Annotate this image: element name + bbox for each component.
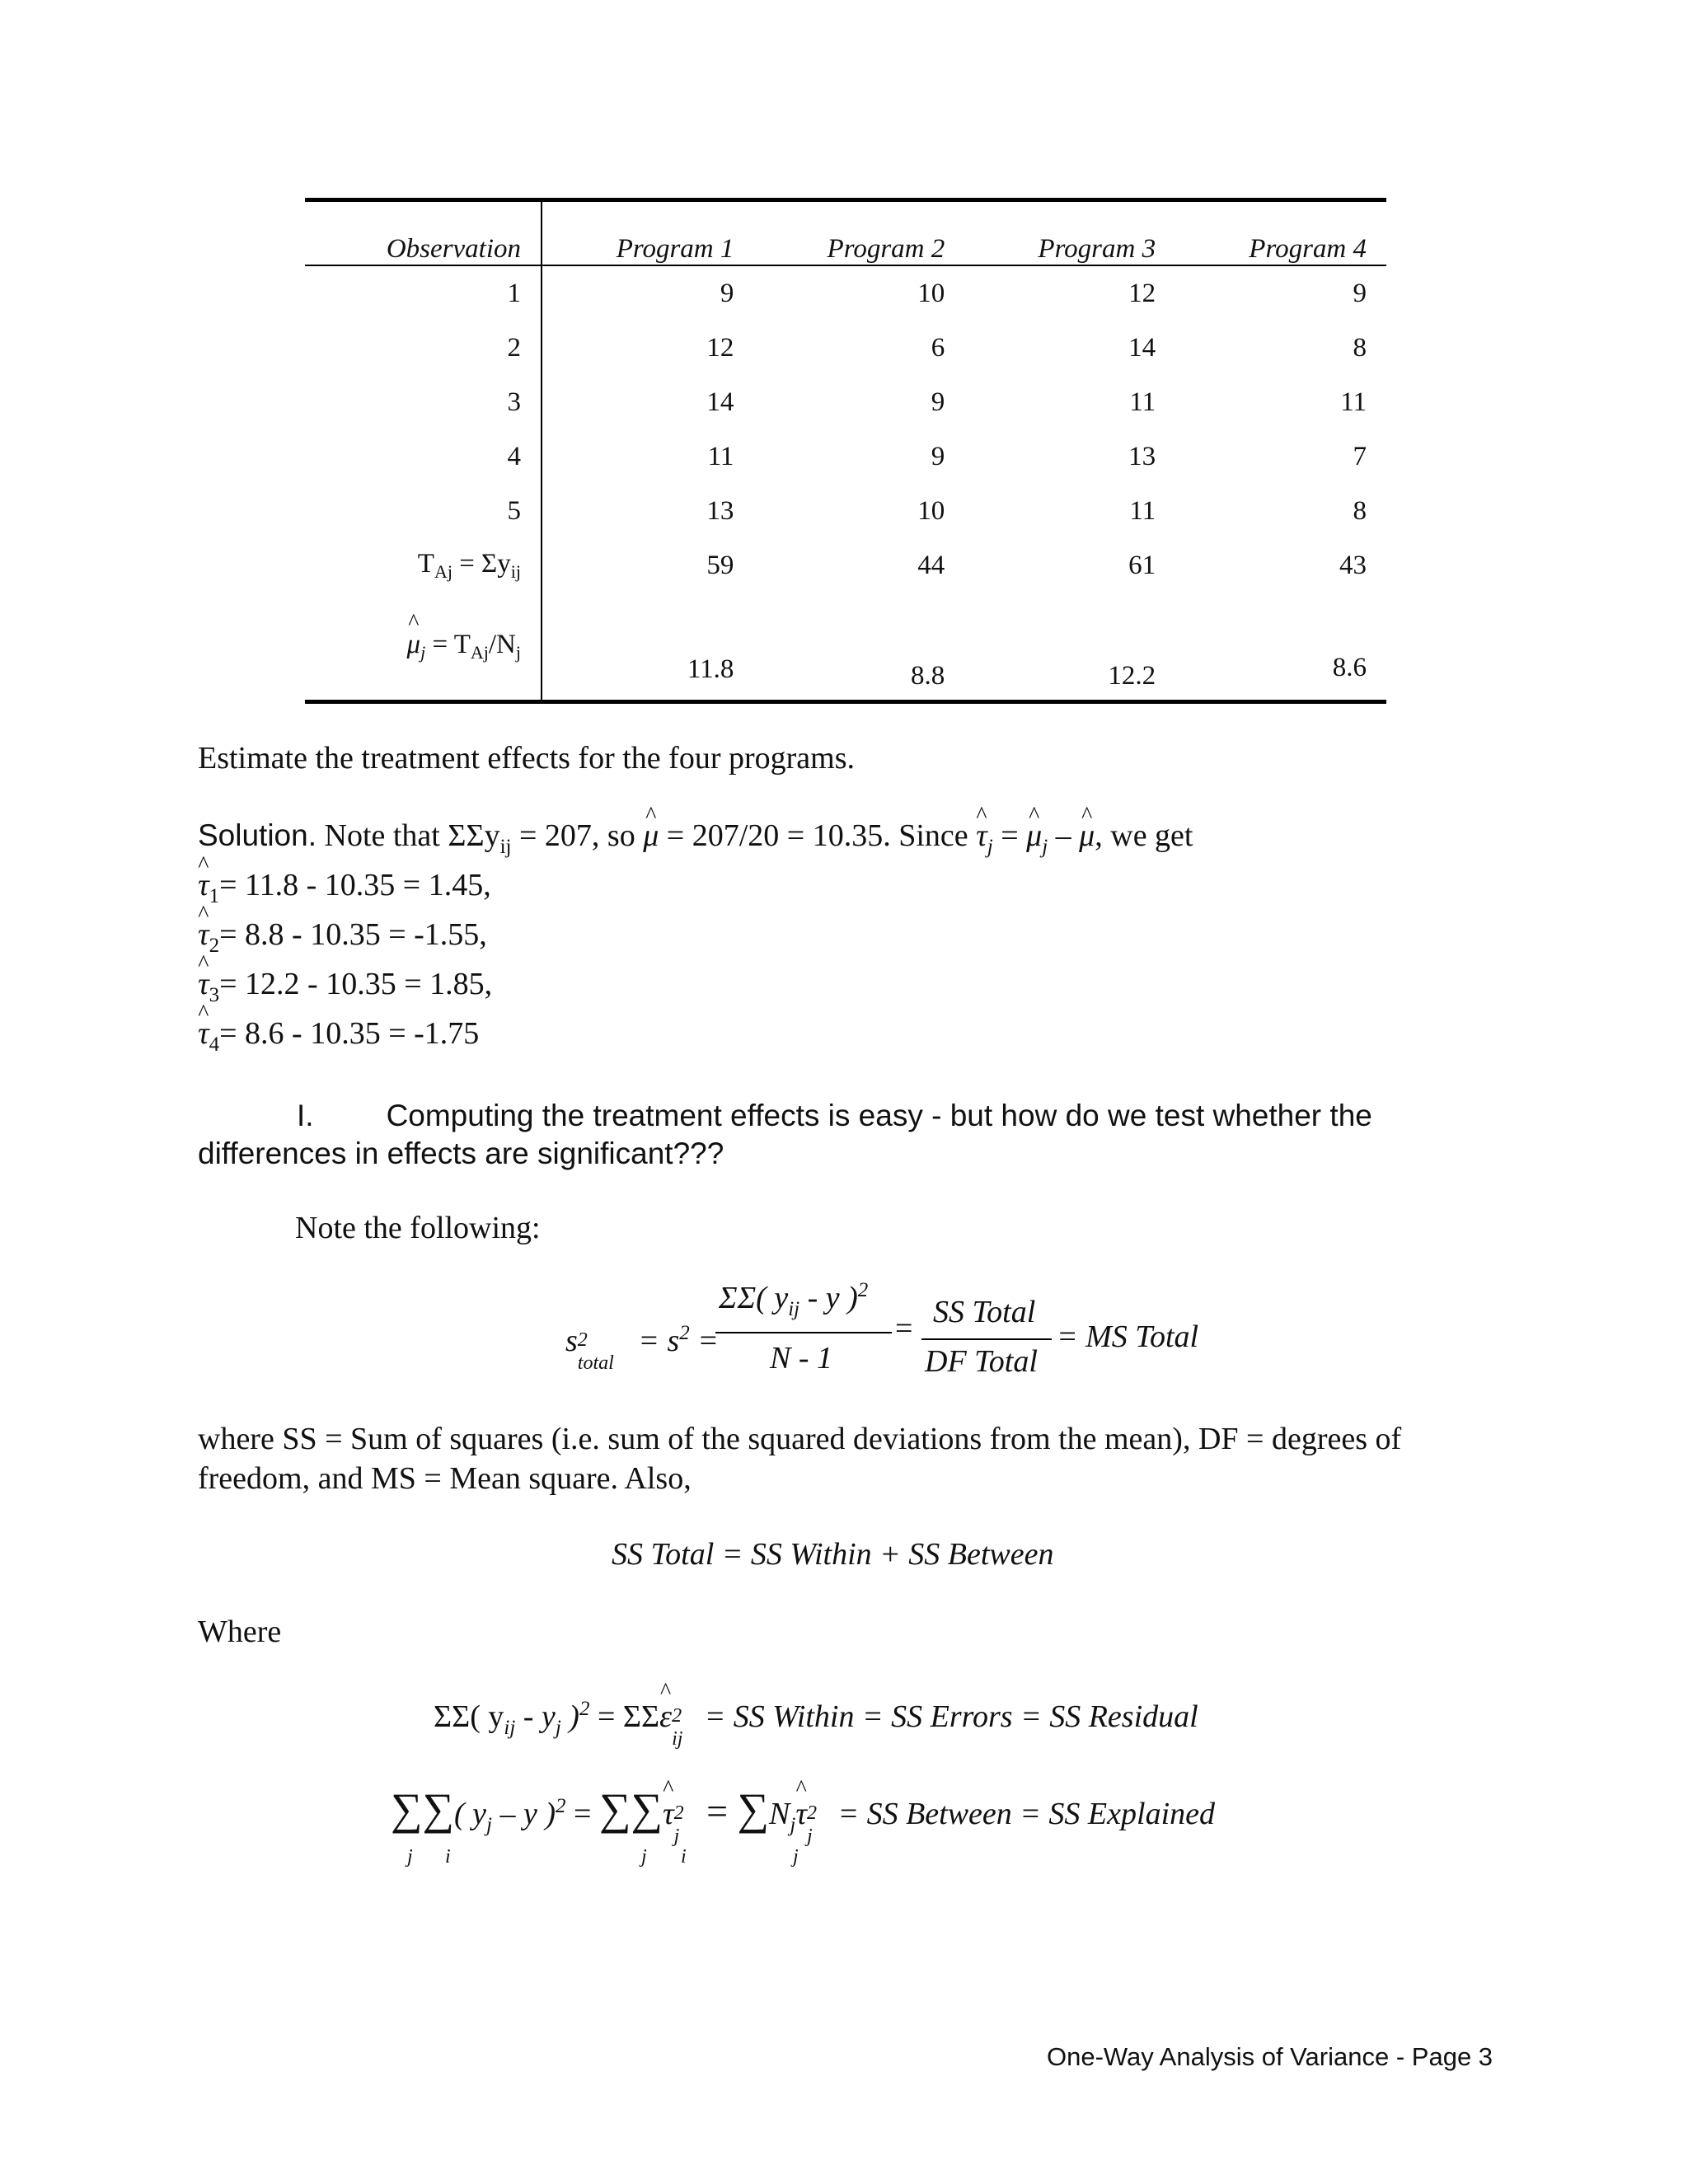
table-cell: 10 — [917, 278, 945, 308]
formula-ms-total: = MS Total — [1057, 1319, 1199, 1354]
summation-index: i — [681, 1846, 687, 1868]
formula-df-total: DF Total — [925, 1344, 1038, 1379]
table-row — [305, 429, 1386, 484]
formula-ss-total: SS Total — [933, 1295, 1036, 1329]
table-cell: 8 — [1353, 332, 1367, 363]
table-cell: 11 — [1129, 387, 1156, 417]
total-cell: 59 — [706, 550, 734, 580]
formula-ss-between: ∑∑( $y_j$ – y )$^2$ = ∑∑^ τ 2 j = $\sum N_j\^{}$ τ 2 j = SS Between = SS Explained — [391, 1783, 1215, 1837]
total-cell: 43 — [1339, 550, 1367, 580]
table-cell: 6 — [931, 332, 945, 363]
table-cell: 13 — [1128, 441, 1156, 471]
table-cell: 12 — [706, 332, 734, 363]
formula-denominator: N - 1 — [770, 1341, 832, 1376]
table-cell: 14 — [706, 387, 734, 417]
means-row — [305, 593, 1386, 700]
tau-line-3: ^ $\tau_3= 12.2 - 10.35 = 1.85$, — [198, 964, 492, 1015]
where-label: Where — [198, 1615, 282, 1649]
mean-cell: 11.8 — [687, 654, 734, 684]
fraction-bar — [921, 1338, 1052, 1340]
observation-table — [305, 198, 1386, 704]
column-header: Program 1 — [542, 202, 753, 265]
table-header-row — [305, 202, 1386, 265]
table-cell: 7 — [1353, 441, 1367, 471]
table-cell: 11 — [707, 441, 734, 471]
page-footer: One-Way Analysis of Variance - Page 3 — [1047, 2042, 1493, 2071]
tau-line-4: ^ $\tau_4= 8.6 - 10.35 = -1.75$ — [198, 1014, 479, 1065]
mean-cell: 8.6 — [1332, 653, 1367, 682]
formula-ss-within: ΣΣ( $y_{ij} - y_j$ )$^2$ = ΣΣ^ ε 2 ij = SS Within = SS Errors = SS Residual — [434, 1698, 1198, 1740]
tau-line-1: ^ $\tau_1= 11.8 - 10.35 = 1.45$, — [198, 865, 491, 916]
section-number: I. — [297, 1099, 314, 1132]
total-cell: 61 — [1128, 550, 1156, 580]
definitions-line-1: where SS = Sum of squares (i.e. sum of the squared deviations from the mean), DF = degrees of — [198, 1422, 1402, 1456]
table-row — [305, 265, 1386, 321]
table-cell: 10 — [917, 495, 945, 526]
totals-label: $T_{Aj} = \Sigma y_{ij}$ — [305, 538, 542, 593]
tau-line-2: ^ $\tau_2= 8.8 - 10.35 = -1.55$, — [198, 915, 487, 966]
table-cell: 13 — [706, 495, 734, 526]
definitions-line-2: freedom, and MS = Mean square. Also, — [198, 1461, 692, 1496]
table-cell: 12 — [1128, 278, 1156, 308]
means-label: ^ $\mu_j = T_{Aj}/N_j$ — [305, 593, 542, 700]
table-cell: 1 — [305, 265, 542, 321]
column-header: Program 4 — [1175, 202, 1386, 265]
table-cell: 4 — [305, 429, 542, 484]
formula-variance-lhs: s 2 total = $s^2$ = — [565, 1322, 719, 1374]
table-cell: 3 — [305, 375, 542, 429]
table-cell: 11 — [1129, 495, 1156, 526]
formula-ss-decomposition: SS Total = SS Within + SS Between — [612, 1537, 1054, 1572]
table-cell: 14 — [1128, 332, 1156, 363]
note-text: Note the following: — [295, 1211, 541, 1245]
column-header: Observation — [305, 202, 542, 265]
table-row — [305, 375, 1386, 429]
table-cell: 11 — [1340, 387, 1367, 417]
question-text: Estimate the treatment effects for the four programs. — [198, 741, 855, 776]
table-cell: 9 — [931, 387, 945, 417]
column-header: Program 3 — [964, 202, 1175, 265]
section-heading-line-1: I. Computing the treatment effects is easy - but how do we test whether the — [297, 1099, 1372, 1132]
table-cell: 9 — [1353, 278, 1367, 308]
table-cell: 5 — [305, 484, 542, 538]
table-cell: 8 — [1353, 495, 1367, 526]
formula-numerator: ΣΣ( $y_{ij}$ - y )$^2$ — [719, 1279, 869, 1320]
table-cell: 2 — [305, 321, 542, 375]
formula-equals: = — [895, 1311, 913, 1346]
solution-label: Solution. — [198, 818, 316, 852]
mean-cell: 8.8 — [911, 661, 945, 691]
table-cell: 9 — [931, 441, 945, 471]
summation-index: i — [445, 1846, 451, 1868]
table-row — [305, 484, 1386, 538]
fraction-bar — [715, 1332, 892, 1333]
summation-index: j — [407, 1846, 413, 1868]
totals-row — [305, 538, 1386, 593]
solution-paragraph: Solution. Note that ΣΣy$_{ij}$ = 207, so ^ μ = 207/20 = 10.35. Since ^ $\tau_j$ = ^ $\mu_j$ – ^ μ, we get — [198, 816, 1193, 867]
column-header: Program 2 — [753, 202, 964, 265]
mean-cell: 12.2 — [1108, 661, 1156, 691]
table-row — [305, 321, 1386, 375]
section-heading-line-2: differences in effects are significant??? — [198, 1137, 724, 1170]
summation-index: j — [793, 1846, 799, 1868]
total-cell: 44 — [917, 550, 945, 580]
table-cell: 9 — [720, 278, 734, 308]
summation-index: j — [641, 1846, 647, 1868]
